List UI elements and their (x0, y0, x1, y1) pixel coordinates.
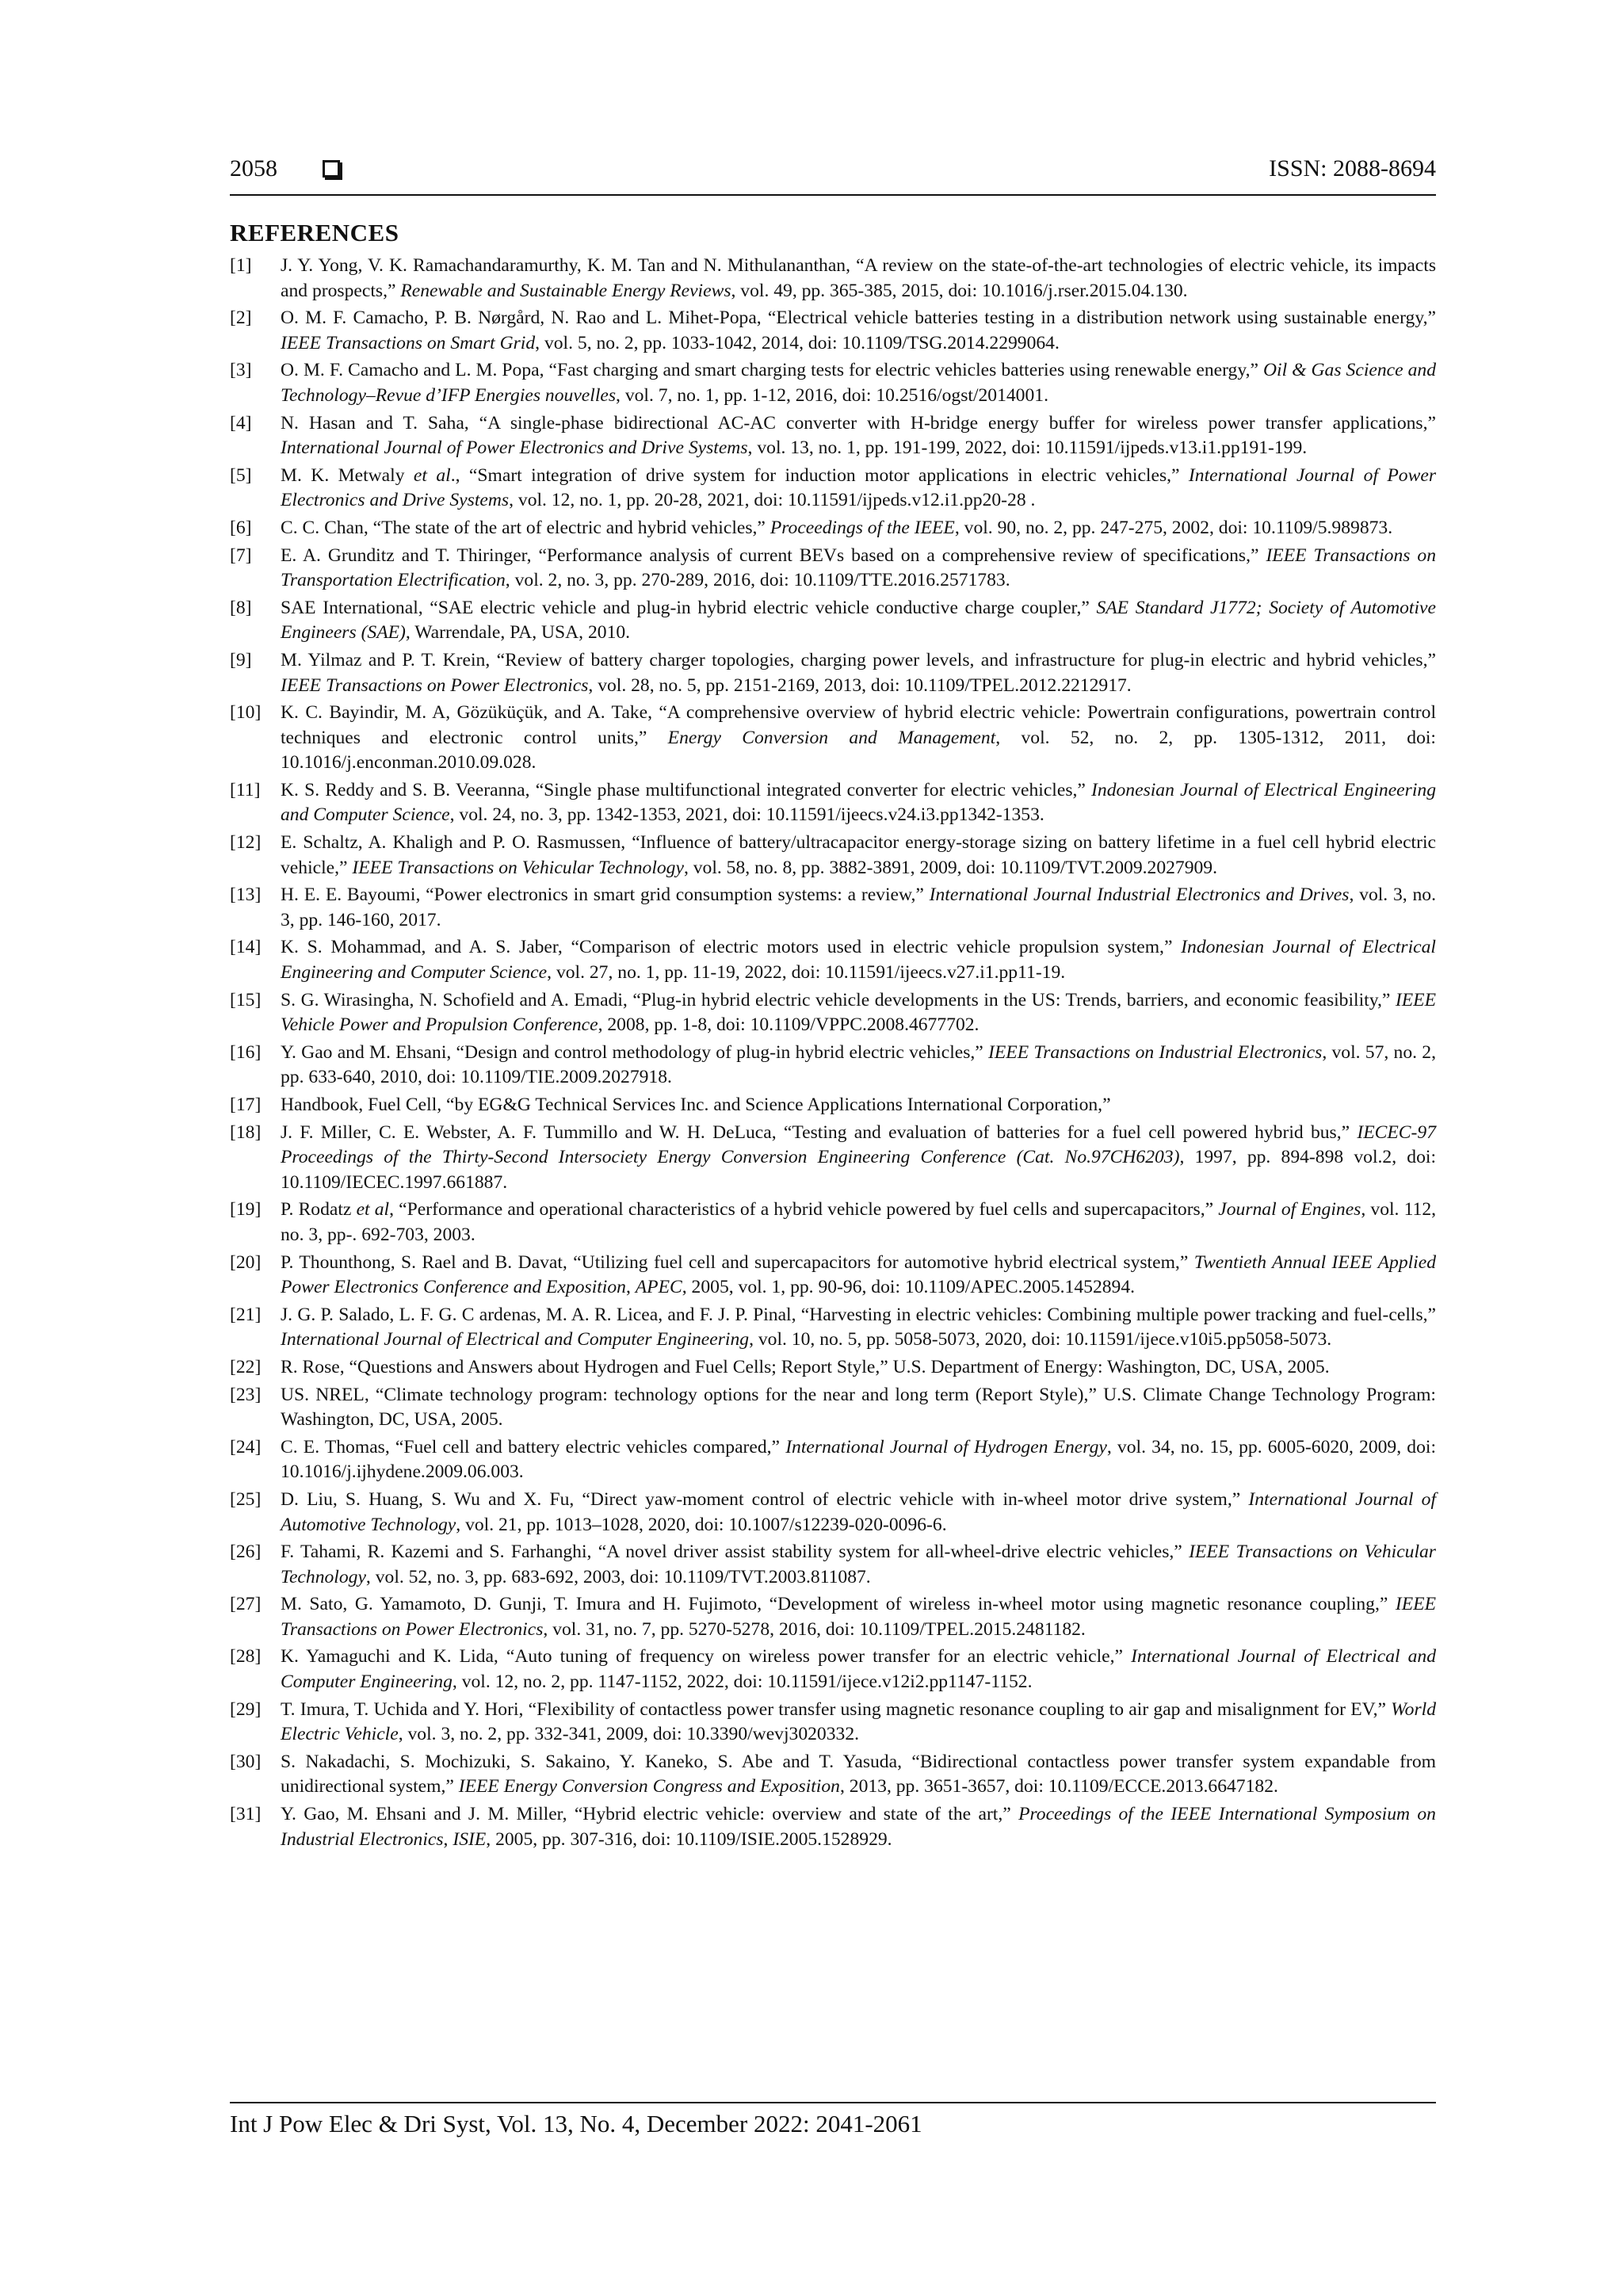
reference-segment: P. Thounthong, S. Rael and B. Davat, “Utilizing fuel cell and supercapacitors for automotive hybrid electrical system,” (281, 1251, 1194, 1273)
reference-segment: , 2005, pp. 307-316, doi: 10.1109/ISIE.2005.1528929. (486, 1828, 892, 1850)
reference-segment: O. M. F. Camacho, P. B. Nørgård, N. Rao and L. Mihet-Popa, “Electrical vehicle batteries testing in a distribution network using sustainable energy,” (281, 308, 1436, 329)
reference-source: IEEE Energy Conversion Congress and Exposition (458, 1776, 840, 1797)
reference-text (281, 1383, 1436, 1433)
reference-item (230, 701, 1436, 776)
reference-segment: , 2013, pp. 3651-3657, doi: 10.1109/ECCE.2013.6647182. (839, 1776, 1278, 1797)
reference-segment: , vol. 52, no. 2, pp. 1305-1312, 2011, doi: 10.1016/j.enconman.2010.09.028. (281, 727, 1436, 774)
reference-number: [5] (230, 464, 252, 486)
reference-item (230, 1041, 1436, 1091)
reference-segment: S. Nakadachi, S. Mochizuki, S. Sakaino, Y. Kaneko, S. Abe and T. Yasuda, “Bidirectional contactless power transfer system expandable from unidirectional system,” (281, 1751, 1436, 1797)
reference-text (281, 1093, 1436, 1118)
reference-segment: P. Rodatz (281, 1199, 357, 1221)
reference-segment: H. E. E. Bayoumi, “Power electronics in smart grid consumption systems: a review,” (281, 884, 930, 906)
reference-source: et al (356, 1199, 390, 1221)
reference-segment: , vol. 24, no. 3, pp. 1342-1353, 2021, doi: 10.11591/ijeecs.v24.i3.pp1342-1353. (449, 804, 1044, 826)
reference-number: [27] (230, 1594, 262, 1615)
reference-item (230, 1251, 1436, 1301)
reference-segment: , vol. 49, pp. 365-385, 2015, doi: 10.1016/j.rser.2015.04.130. (731, 280, 1188, 301)
reference-number: [10] (230, 702, 262, 724)
reference-number: [13] (230, 884, 262, 906)
reference-number: [2] (230, 308, 252, 329)
reference-segment: , vol. 3, no. 2, pp. 332-341, 2009, doi: 10.3390/wevj3020332. (398, 1724, 860, 1745)
reference-source: Indonesian Journal of Electrical Engineering and Computer Science (281, 937, 1436, 984)
reference-text (281, 1198, 1436, 1247)
reference-source: Indonesian Journal of Electrical Engineering and Computer Science (281, 779, 1436, 826)
reference-source: IEEE Transactions on Transportation Electrification (281, 544, 1436, 591)
page-number: 2058 (230, 155, 277, 181)
reference-segment: SAE International, “SAE electric vehicle and plug-in hybrid electric vehicle conductive charge coupler,” (281, 597, 1097, 618)
reference-number: [28] (230, 1646, 262, 1668)
page-footer: Int J Pow Elec & Dri Syst, Vol. 13, No. 4, December 2022: 2041-2061 (230, 2110, 922, 2137)
reference-text (281, 778, 1436, 828)
reference-segment: Warrendale, PA, USA, 2010. (410, 622, 631, 644)
reference-item (230, 411, 1436, 461)
reference-segment: , vol. 57, no. 2, pp. 633-640, 2010, doi: 10.1109/TIE.2009.2027918. (281, 1041, 1436, 1088)
reference-segment: J. G. P. Salado, L. F. G. C ardenas, M. A. R. Licea, and F. J. P. Pinal, “Harvesting in electric vehicles: Combining multiple power tracking and fuel-cells,” (281, 1304, 1436, 1325)
reference-segment: , (443, 1828, 453, 1850)
reference-number: [14] (230, 937, 262, 958)
reference-source: SAE Standard J1772; Society of Automotive Engineers (SAE), (281, 597, 1436, 644)
reference-text (281, 306, 1436, 356)
reference-item (230, 1698, 1436, 1748)
reference-source: ISIE (453, 1828, 487, 1850)
reference-text (281, 648, 1436, 698)
reference-text (281, 1041, 1436, 1091)
reference-segment: Y. Gao and M. Ehsani, “Design and control methodology of plug-in hybrid electric vehicles,” (281, 1041, 989, 1063)
reference-segment: O. M. F. Camacho and L. M. Popa, “Fast charging and smart charging tests for electric vehicles batteries using renewable energy,” (281, 360, 1263, 381)
reference-segment: , vol. 90, no. 2, pp. 247-275, 2002, doi: 10.1109/5.989873. (954, 517, 1393, 538)
reference-segment: R. Rose, “Questions and Answers about Hydrogen and Fuel Cells; Report Style,” U.S. Department of Energy: Washington, DC, USA, 2005. (281, 1356, 1330, 1377)
reference-number: [22] (230, 1356, 262, 1377)
reference-number: [8] (230, 597, 252, 618)
reference-segment: J. F. Miller, C. E. Webster, A. F. Tummillo and W. H. DeLuca, “Testing and evaluation of batteries for a fuel cell powered hybrid bus,” (281, 1121, 1358, 1143)
reference-item (230, 1592, 1436, 1642)
reference-segment: , 2008, pp. 1-8, doi: 10.1109/VPPC.2008.4677702. (598, 1014, 980, 1036)
reference-segment: K. C. Bayindir, M. A, Gözüküçük, and A. Take, “A comprehensive overview of hybrid electric vehicle: Powertrain configurations, powertrain control techniques and electronic control units,” (281, 702, 1436, 748)
reference-number: [4] (230, 412, 252, 434)
reference-source: IEEE Transactions on Power Electronics (281, 1594, 1436, 1640)
reference-number: [16] (230, 1041, 262, 1063)
reference-item (230, 1645, 1436, 1694)
reference-text (281, 935, 1436, 985)
reference-segment: E. A. Grunditz and T. Thiringer, “Performance analysis of current BEVs based on a comprehensive review of specifications,” (281, 544, 1266, 566)
reference-item (230, 1540, 1436, 1590)
reference-segment: , vol. 34, no. 15, pp. 6005-6020, 2009, doi: 10.1016/j.ijhydene.2009.06.003. (281, 1436, 1436, 1483)
reference-segment: E. Schaltz, A. Khaligh and P. O. Rasmussen, “Influence of battery/ultracapacitor energy-storage sizing on battery lifetime in a fuel cell hybrid electric vehicle,” (281, 832, 1436, 878)
reference-source: IEEE Transactions on Vehicular Technology (281, 1541, 1436, 1587)
reference-text (281, 1435, 1436, 1485)
reference-segment: , vol. 28, no. 5, pp. 2151-2169, 2013, doi: 10.1109/TPEL.2012.2212917. (588, 674, 1132, 696)
reference-item (230, 596, 1436, 646)
reference-item (230, 254, 1436, 304)
reference-text (281, 254, 1436, 304)
reference-number: [18] (230, 1121, 262, 1143)
reference-text (281, 1698, 1436, 1748)
reference-item (230, 988, 1436, 1038)
reference-item (230, 1383, 1436, 1433)
reference-source: APEC (635, 1277, 682, 1298)
reference-source: International Journal of Electrical and Computer Engineering (281, 1329, 750, 1350)
reference-text (281, 1355, 1436, 1381)
reference-source: IECEC-97 Proceedings of the Thirty-Second Intersociety Energy Conversion Engineering Conference (Cat. No.97CH6203) (281, 1121, 1436, 1168)
reference-source: Energy Conversion and Management (667, 727, 996, 748)
reference-source: Proceedings of the IEEE International Symposium on Industrial Electronics (281, 1804, 1436, 1850)
reference-segment: Handbook, Fuel Cell, “by EG&G Technical Services Inc. and Science Applications International Corporation,” (281, 1095, 1111, 1115)
reference-segment: , vol. 58, no. 8, pp. 3882-3891, 2009, doi: 10.1109/TVT.2009.2027909. (683, 857, 1217, 878)
reference-source: Renewable and Sustainable Energy Reviews (400, 280, 731, 301)
reference-number: [3] (230, 360, 252, 381)
reference-source: IEEE Transactions on Vehicular Technology (352, 857, 684, 878)
reference-item (230, 1198, 1436, 1247)
reference-source: International Journal Industrial Electronics and Drives (929, 884, 1350, 906)
reference-segment: , vol. 3, no. 3, pp. 146-160, 2017. (281, 884, 1436, 930)
reference-item (230, 358, 1436, 408)
reference-segment: F. Tahami, R. Kazemi and S. Farhanghi, “A novel driver assist stability system for all-wheel-drive electric vehicles,” (281, 1541, 1190, 1563)
reference-segment: K. S. Reddy and S. B. Veeranna, “Single phase multifunctional integrated converter for electric vehicles,” (281, 779, 1092, 800)
reference-number: [7] (230, 544, 252, 566)
reference-item (230, 1750, 1436, 1800)
page-header (230, 155, 1436, 195)
reference-text (281, 1645, 1436, 1694)
section-title: REFERENCES (230, 219, 399, 246)
reference-item (230, 935, 1436, 985)
reference-text (281, 1540, 1436, 1590)
reference-number: [21] (230, 1304, 262, 1325)
reference-segment: , “Performance and operational characteristics of a hybrid vehicle powered by fuel cells and supercapacitors,” (389, 1199, 1219, 1221)
reference-number: [15] (230, 989, 262, 1010)
reference-segment: M. K. Metwaly (281, 464, 414, 486)
reference-item (230, 1802, 1436, 1852)
reference-source: IEEE Transactions on Power Electronics (281, 674, 589, 696)
reference-number: [9] (230, 649, 252, 670)
reference-text (281, 1303, 1436, 1353)
reference-segment: , vol. 21, pp. 1013–1028, 2020, doi: 10.1007/s12239-020-0096-6. (456, 1514, 947, 1535)
reference-segment: , 1997, pp. 894-898 vol.2, doi: 10.1109/IECEC.1997.661887. (281, 1147, 1437, 1193)
reference-text (281, 358, 1436, 408)
reference-segment: , vol. 27, no. 1, pp. 11-19, 2022, doi: 10.11591/ijeecs.v27.i1.pp11-19. (547, 962, 1066, 984)
reference-text (281, 988, 1436, 1038)
reference-text (281, 596, 1436, 646)
reference-number: [30] (230, 1751, 262, 1772)
reference-source: International Journal of Electrical and Computer Engineering (281, 1646, 1436, 1693)
reference-text (281, 1121, 1436, 1196)
reference-text (281, 411, 1436, 461)
reference-segment: Y. Gao, M. Ehsani and J. M. Miller, “Hybrid electric vehicle: overview and state of the art,” (281, 1804, 1019, 1825)
reference-source: et al (413, 464, 451, 486)
reference-segment: , vol. 7, no. 1, pp. 1-12, 2016, doi: 10.2516/ogst/2014001. (616, 384, 1048, 406)
reference-segment: , vol. 31, no. 7, pp. 5270-5278, 2016, doi: 10.1109/TPEL.2015.2481182. (543, 1618, 1086, 1640)
reference-segment: T. Imura, T. Uchida and Y. Hori, “Flexibility of contactless power transfer using magnetic resonance coupling to air gap and misalignment for EV,” (281, 1698, 1392, 1720)
reference-source: Twentieth Annual IEEE Applied Power Electronics Conference and Exposition (281, 1251, 1436, 1298)
reference-item (230, 778, 1436, 828)
reference-segment: , vol. 10, no. 5, pp. 5058-5073, 2020, doi: 10.11591/ijece.v10i5.pp5058-5073. (749, 1329, 1332, 1350)
reference-text (281, 516, 1436, 541)
reference-item (230, 883, 1436, 933)
reference-source: International Journal of Automotive Technology (281, 1488, 1436, 1535)
reference-source: World Electric Vehicle (281, 1698, 1436, 1745)
square-bullet-icon (323, 160, 340, 178)
reference-segment: N. Hasan and T. Saha, “A single-phase bidirectional AC-AC converter with H-bridge energy buffer for wireless power transfer applications,” (281, 412, 1436, 434)
reference-text (281, 831, 1436, 881)
reference-item (230, 544, 1436, 594)
header-divider (230, 194, 1436, 196)
reference-segment: K. S. Mohammad, and A. S. Jaber, “Comparison of electric motors used in electric vehicle propulsion system,” (281, 937, 1182, 958)
reference-segment: C. E. Thomas, “Fuel cell and battery electric vehicles compared,” (281, 1436, 786, 1457)
reference-segment: , vol. 5, no. 2, pp. 1033-1042, 2014, doi: 10.1109/TSG.2014.2299064. (535, 332, 1060, 353)
reference-number: [12] (230, 832, 262, 854)
reference-segment: M. Yilmaz and P. T. Krein, “Review of battery charger topologies, charging power levels, and infrastructure for plug-in electric and hybrid vehicles,” (281, 649, 1436, 670)
reference-item (230, 1303, 1436, 1353)
reference-item (230, 1435, 1436, 1485)
reference-segment: C. C. Chan, “The state of the art of electric and hybrid vehicles,” (281, 517, 770, 538)
reference-text (281, 1251, 1436, 1301)
reference-source: Proceedings of the IEEE (769, 517, 955, 538)
reference-item (230, 1093, 1436, 1118)
reference-source: IEEE Transactions on Industrial Electronics (988, 1041, 1323, 1063)
reference-item (230, 1121, 1436, 1196)
reference-segment: US. NREL, “Climate technology program: technology options for the near and long term (Report Style),” U.S. Climate Change Technology Program: Washington, DC, USA, 2005. (281, 1384, 1436, 1431)
reference-segment: ., “Smart integration of drive system for induction motor applications in electric vehicles,” (450, 464, 1189, 486)
reference-number: [19] (230, 1199, 262, 1221)
reference-number: [1] (230, 255, 252, 276)
reference-source: IEEE Vehicle Power and Propulsion Conference (281, 989, 1436, 1036)
reference-segment: K. Yamaguchi and K. Lida, “Auto tuning of frequency on wireless power transfer for an electric vehicle,” (281, 1646, 1132, 1668)
reference-list (230, 254, 1436, 1855)
reference-segment: , 2005, vol. 1, pp. 90-96, doi: 10.1109/APEC.2005.1452894. (682, 1277, 1136, 1298)
reference-segment: J. Y. Yong, V. K. Ramachandaramurthy, K. M. Tan and N. Mithulananthan, “A review on the state-of-the-art technologies of electric vehicle, its impacts and prospects,” (281, 255, 1436, 301)
reference-number: [24] (230, 1436, 262, 1457)
reference-text (281, 464, 1436, 514)
reference-segment: , vol. 12, no. 2, pp. 1147-1152, 2022, doi: 10.11591/ijece.v12i2.pp1147-1152. (452, 1671, 1033, 1693)
reference-source: Journal of Engines (1218, 1199, 1361, 1221)
reference-number: [17] (230, 1095, 262, 1115)
reference-source: International Journal of Power Electronics and Drive Systems (281, 437, 748, 459)
reference-text (281, 701, 1436, 776)
reference-source: Oil & Gas Science and Technology–Revue d’IFP Energies nouvelles (281, 360, 1436, 406)
reference-segment: , vol. 2, no. 3, pp. 270-289, 2016, doi: 10.1109/TTE.2016.2571783. (505, 570, 1010, 591)
reference-number: [26] (230, 1541, 262, 1563)
reference-item (230, 516, 1436, 541)
reference-segment: , vol. 52, no. 3, pp. 683-692, 2003, doi: 10.1109/TVT.2003.811087. (365, 1566, 871, 1587)
reference-text (281, 1592, 1436, 1642)
reference-number: [25] (230, 1488, 262, 1510)
reference-segment: , vol. 12, no. 1, pp. 20-28, 2021, doi: 10.11591/ijpeds.v12.i1.pp20-28 . (509, 490, 1036, 511)
reference-text (281, 1488, 1436, 1538)
reference-segment: , (625, 1277, 636, 1298)
reference-text (281, 1802, 1436, 1852)
reference-text (281, 883, 1436, 933)
reference-number: [11] (230, 779, 261, 800)
issn-label: ISSN: 2088-8694 (1269, 155, 1436, 181)
reference-segment: M. Sato, G. Yamamoto, D. Gunji, T. Imura and H. Fujimoto, “Development of wireless in-wheel motor using magnetic resonance coupling,” (281, 1594, 1396, 1615)
reference-item (230, 831, 1436, 881)
reference-number: [29] (230, 1698, 262, 1720)
reference-text (281, 1750, 1436, 1800)
reference-item (230, 306, 1436, 356)
footer-divider (230, 2102, 1436, 2103)
reference-source: IEEE Transactions on Smart Grid (281, 332, 536, 353)
reference-segment: S. G. Wirasingha, N. Schofield and A. Emadi, “Plug-in hybrid electric vehicle developments in the US: Trends, barriers, and economic feasibility,” (281, 989, 1396, 1010)
reference-segment: , vol. 112, no. 3, pp-. 692-703, 2003. (281, 1199, 1437, 1245)
reference-item (230, 1355, 1436, 1381)
reference-source: International Journal of Hydrogen Energy (785, 1436, 1107, 1457)
reference-number: [23] (230, 1384, 262, 1405)
reference-number: [6] (230, 517, 252, 538)
reference-item (230, 464, 1436, 514)
reference-segment: D. Liu, S. Huang, S. Wu and X. Fu, “Direct yaw-moment control of electric vehicle with in-wheel motor drive system,” (281, 1488, 1249, 1510)
reference-source: International Journal of Power Electronics and Drive Systems (281, 464, 1436, 511)
reference-number: [31] (230, 1804, 262, 1825)
reference-item (230, 1488, 1436, 1538)
reference-text (281, 544, 1436, 594)
reference-segment: , vol. 13, no. 1, pp. 191-199, 2022, doi: 10.11591/ijpeds.v13.i1.pp191-199. (747, 437, 1308, 459)
reference-item (230, 648, 1436, 698)
reference-number: [20] (230, 1251, 262, 1273)
